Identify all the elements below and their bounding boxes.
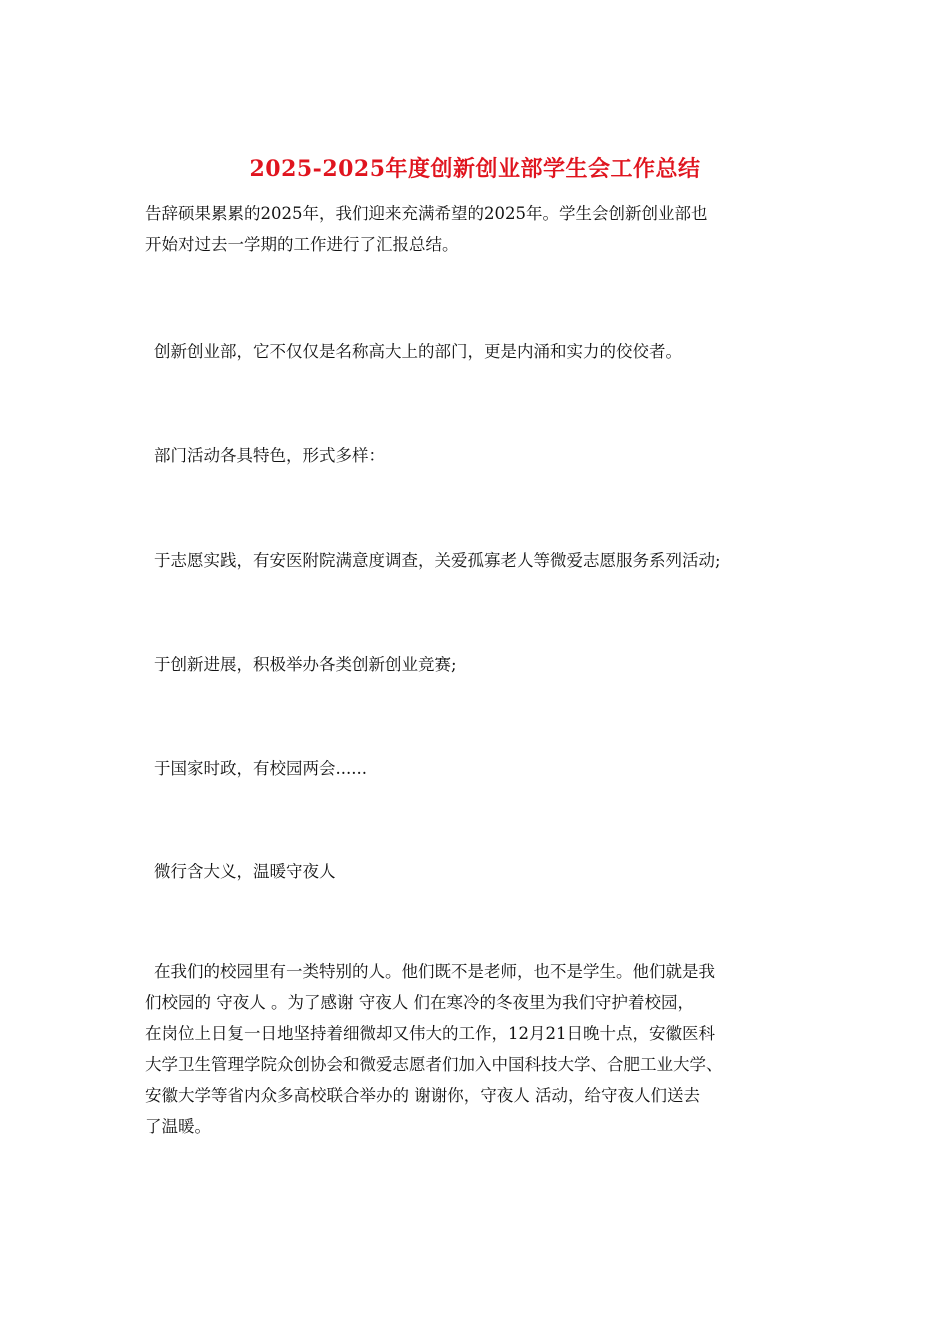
intro-line-1: 告辞硕果累累的2025年，我们迎来充满希望的2025年。学生会创新创业部也 (145, 204, 708, 223)
innovation-paragraph: 于创新进展，积极举办各类创新创业竞赛; (154, 655, 457, 674)
intro-line-2: 开始对过去一学期的工作进行了汇报总结。 (145, 235, 459, 254)
activities-paragraph: 部门活动各具特色，形式多样： (154, 446, 385, 465)
story-line-1: 在我们的校园里有一类特别的人。他们既不是老师，也不是学生。他们就是我 (154, 962, 715, 981)
document-title: 2025-2025年度创新创业部学生会工作总结 (249, 156, 701, 182)
story-paragraph (145, 956, 810, 1142)
politics-paragraph: 于国家时政，有校园两会...... (154, 759, 367, 778)
department-paragraph: 创新创业部，它不仅仅是名称高大上的部门，更是内涌和实力的佼佼者。 (154, 342, 682, 361)
story-line-5: 安徽大学等省内众多高校联合举办的 谢谢你，守夜人 活动，给守夜人们送去 (145, 1086, 700, 1105)
volunteer-paragraph: 于志愿实践，有安医附院满意度调查，关爱孤寡老人等微爱志愿服务系列活动; (154, 551, 721, 570)
intro-paragraph (145, 198, 810, 260)
story-line-2: 们校园的 守夜人 。为了感谢 守夜人 们在寒冷的冬夜里为我们守护着校园， (145, 993, 694, 1012)
story-line-6: 了温暖。 (145, 1117, 211, 1136)
section-heading: 微行含大义，温暖守夜人 (154, 862, 336, 881)
story-line-3: 在岗位上日复一日地坚持着细微却又伟大的工作，12月21日晚十点，安徽医科 (145, 1024, 715, 1043)
story-line-4: 大学卫生管理学院众创协会和微爱志愿者们加入中国科技大学、合肥工业大学、 (145, 1055, 723, 1074)
